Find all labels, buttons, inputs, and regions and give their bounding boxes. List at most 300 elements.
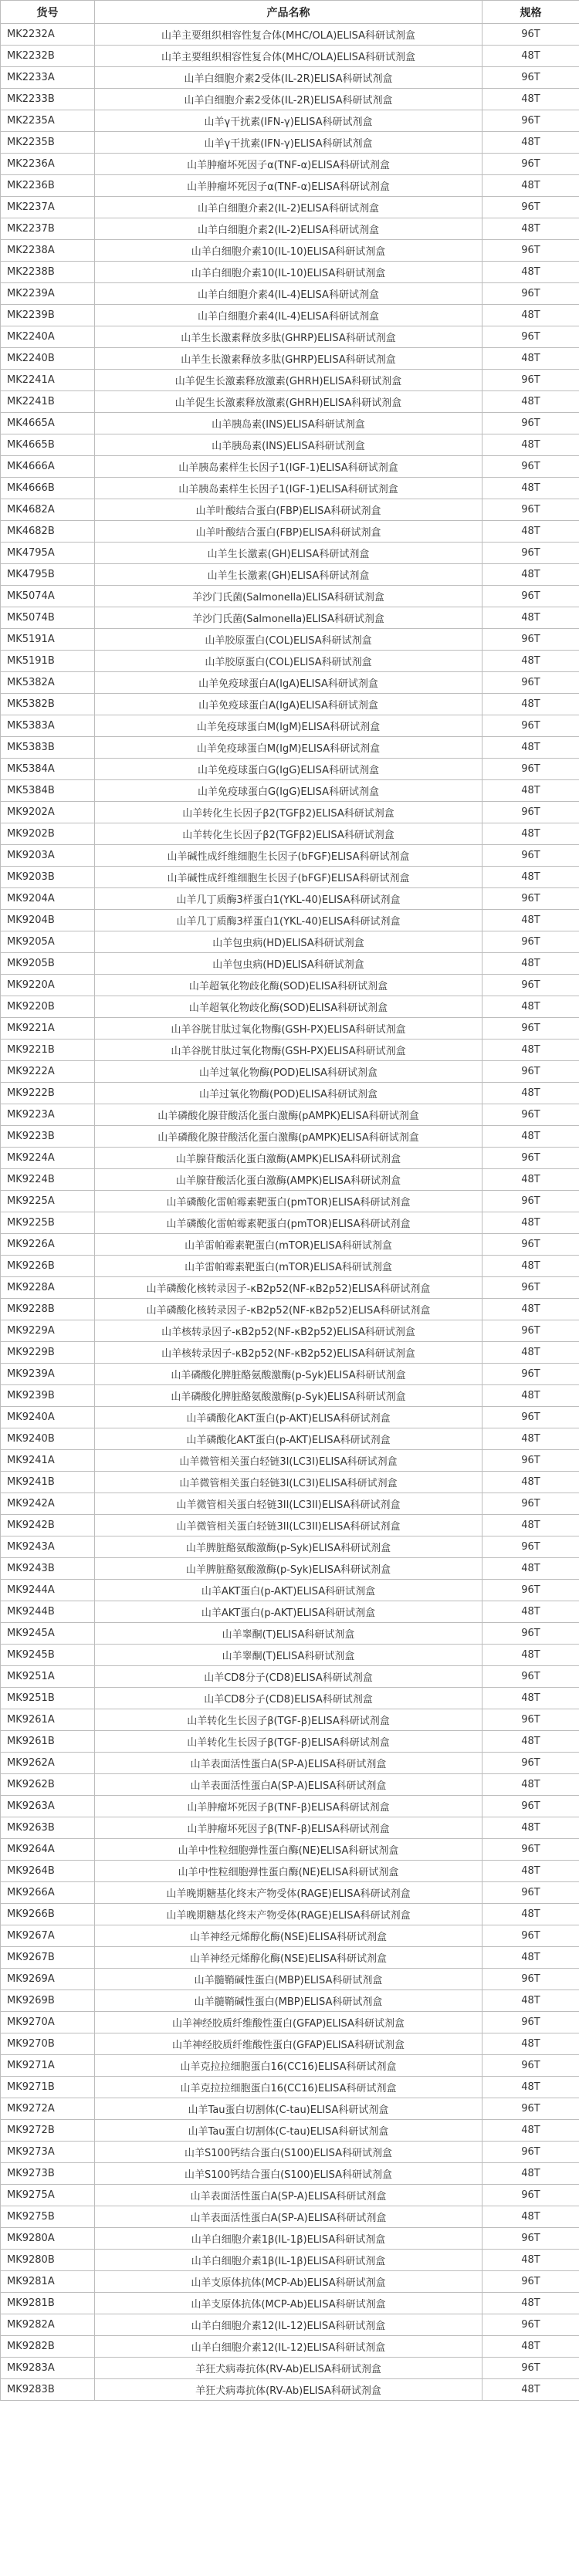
table-row: [1, 46, 579, 67]
product-name-cell: 山羊支原体抗体(MCP-Ab)ELISA科研试剂盒: [95, 2293, 482, 2314]
product-name-cell: 山羊包虫病(HD)ELISA科研试剂盒: [95, 953, 482, 975]
spec-cell: 96T: [482, 1018, 579, 1040]
sku-cell: MK9221B: [1, 1040, 95, 1061]
table-row: [1, 1990, 579, 2012]
table-row: [1, 1731, 579, 1753]
table-row: [1, 348, 579, 370]
table-row: [1, 2206, 579, 2228]
product-name-cell: 山羊脾脏酪氨酸激酶(p-Syk)ELISA科研试剂盒: [95, 1536, 482, 1558]
product-name-cell: 山羊白细胞介素12(IL-12)ELISA科研试剂盒: [95, 2336, 482, 2358]
table-row: [1, 823, 579, 845]
spec-cell: 96T: [482, 1104, 579, 1126]
spec-cell: 48T: [482, 651, 579, 672]
table-row: [1, 67, 579, 89]
product-name-cell: 山羊雷帕霉素靶蛋白(mTOR)ELISA科研试剂盒: [95, 1234, 482, 1256]
spec-cell: 96T: [482, 1925, 579, 1947]
table-row: [1, 607, 579, 629]
product-name-cell: 山羊中性粒细胞弹性蛋白酶(NE)ELISA科研试剂盒: [95, 1839, 482, 1861]
sku-cell: MK9241A: [1, 1450, 95, 1472]
sku-cell: MK9269B: [1, 1990, 95, 2012]
sku-cell: MK9282B: [1, 2336, 95, 2358]
product-name-cell: 山羊核转录因子-κB2p52(NF-κB2p52)ELISA科研试剂盒: [95, 1320, 482, 1342]
spec-cell: 96T: [482, 499, 579, 521]
table-row: [1, 521, 579, 543]
sku-cell: MK9267A: [1, 1925, 95, 1947]
sku-cell: MK2238A: [1, 240, 95, 262]
sku-cell: MK2235A: [1, 110, 95, 132]
spec-cell: 96T: [482, 1234, 579, 1256]
table-row: [1, 737, 579, 759]
spec-cell: 48T: [482, 1472, 579, 1493]
product-name-cell: 羊沙门氏菌(Salmonella)ELISA科研试剂盒: [95, 607, 482, 629]
table-row: [1, 2098, 579, 2120]
table-row: [1, 651, 579, 672]
table-row: [1, 975, 579, 996]
table-row: [1, 2379, 579, 2401]
table-row: [1, 2142, 579, 2163]
sku-cell: MK9280B: [1, 2250, 95, 2271]
sku-cell: MK9228B: [1, 1299, 95, 1320]
sku-cell: MK9270B: [1, 2033, 95, 2055]
table-row: [1, 694, 579, 715]
product-name-cell: 山羊超氧化物歧化酶(SOD)ELISA科研试剂盒: [95, 996, 482, 1018]
product-name-cell: 山羊白细胞介素2受体(IL-2R)ELISA科研试剂盒: [95, 67, 482, 89]
sku-cell: MK5384A: [1, 759, 95, 780]
table-row: [1, 564, 579, 586]
spec-cell: 96T: [482, 1580, 579, 1601]
spec-cell: 48T: [482, 1861, 579, 1882]
spec-cell: 96T: [482, 931, 579, 953]
sku-cell: MK9226A: [1, 1234, 95, 1256]
product-name-cell: 羊狂犬病毒抗体(RV-Ab)ELISA科研试剂盒: [95, 2358, 482, 2379]
spec-cell: 96T: [482, 283, 579, 305]
sku-cell: MK9202A: [1, 802, 95, 823]
sku-cell: MK9283A: [1, 2358, 95, 2379]
sku-cell: MK9271B: [1, 2077, 95, 2098]
spec-cell: 96T: [482, 2185, 579, 2206]
table-row: [1, 1753, 579, 1774]
table-row: [1, 197, 579, 218]
product-name-cell: 山羊S100钙结合蛋白(S100)ELISA科研试剂盒: [95, 2142, 482, 2163]
table-row: [1, 456, 579, 478]
sku-cell: MK9239B: [1, 1385, 95, 1407]
sku-cell: MK9225A: [1, 1191, 95, 1212]
sku-cell: MK2241A: [1, 370, 95, 391]
table-row: [1, 1148, 579, 1169]
spec-cell: 96T: [482, 1796, 579, 1817]
table-row: [1, 672, 579, 694]
product-name-cell: 山羊S100钙结合蛋白(S100)ELISA科研试剂盒: [95, 2163, 482, 2185]
product-name-cell: 山羊白细胞介素2(IL-2)ELISA科研试剂盒: [95, 197, 482, 218]
sku-cell: MK5384B: [1, 780, 95, 802]
product-name-cell: 山羊睾酮(T)ELISA科研试剂盒: [95, 1645, 482, 1666]
table-row: [1, 370, 579, 391]
table-row: [1, 1061, 579, 1083]
spec-cell: 96T: [482, 1493, 579, 1515]
spec-cell: 48T: [482, 867, 579, 888]
sku-cell: MK9243A: [1, 1536, 95, 1558]
product-name-cell: 山羊磷酸化核转录因子-κB2p52(NF-κB2p52)ELISA科研试剂盒: [95, 1277, 482, 1299]
sku-cell: MK9262A: [1, 1753, 95, 1774]
spec-cell: 48T: [482, 1558, 579, 1580]
table-row: [1, 996, 579, 1018]
sku-cell: MK5382A: [1, 672, 95, 694]
table-row: [1, 413, 579, 434]
table-row: [1, 1277, 579, 1299]
product-name-cell: 山羊肿瘤坏死因子α(TNF-α)ELISA科研试剂盒: [95, 154, 482, 175]
spec-cell: 48T: [482, 694, 579, 715]
spec-cell: 48T: [482, 218, 579, 240]
table-row: [1, 2055, 579, 2077]
sku-cell: MK9222B: [1, 1083, 95, 1104]
sku-cell: MK5191B: [1, 651, 95, 672]
product-name-cell: 山羊生长激素释放多肽(GHRP)ELISA科研试剂盒: [95, 348, 482, 370]
spec-cell: 48T: [482, 175, 579, 197]
table-row: [1, 240, 579, 262]
spec-cell: 96T: [482, 2012, 579, 2033]
spec-cell: 48T: [482, 1040, 579, 1061]
product-name-cell: 山羊免疫球蛋白M(IgM)ELISA科研试剂盒: [95, 715, 482, 737]
table-row: [1, 1947, 579, 1969]
sku-cell: MK4682A: [1, 499, 95, 521]
spec-cell: 48T: [482, 996, 579, 1018]
product-name-cell: 山羊胰岛素(INS)ELISA科研试剂盒: [95, 434, 482, 456]
table-row: [1, 2336, 579, 2358]
sku-cell: MK9261A: [1, 1709, 95, 1731]
sku-cell: MK9272B: [1, 2120, 95, 2142]
spec-cell: 96T: [482, 1450, 579, 1472]
sku-cell: MK9221A: [1, 1018, 95, 1040]
spec-cell: 48T: [482, 1731, 579, 1753]
product-name-cell: 山羊γ干扰素(IFN-γ)ELISA科研试剂盒: [95, 110, 482, 132]
sku-cell: MK5383A: [1, 715, 95, 737]
product-name-cell: 山羊白细胞介素10(IL-10)ELISA科研试剂盒: [95, 262, 482, 283]
sku-cell: MK9251B: [1, 1688, 95, 1709]
product-name-cell: 山羊中性粒细胞弹性蛋白酶(NE)ELISA科研试剂盒: [95, 1861, 482, 1882]
spec-cell: 96T: [482, 1277, 579, 1299]
table-row: [1, 1925, 579, 1947]
sku-cell: MK9228A: [1, 1277, 95, 1299]
table-row: [1, 175, 579, 197]
product-name-cell: 山羊磷酸化脾脏酪氨酸激酶(p-Syk)ELISA科研试剂盒: [95, 1364, 482, 1385]
spec-cell: 48T: [482, 2293, 579, 2314]
table-row: [1, 2228, 579, 2250]
sku-cell: MK2236A: [1, 154, 95, 175]
sku-cell: MK4665B: [1, 434, 95, 456]
product-name-cell: 山羊磷酸化雷帕霉素靶蛋白(pmTOR)ELISA科研试剂盒: [95, 1212, 482, 1234]
table-row: [1, 1817, 579, 1839]
spec-cell: 96T: [482, 586, 579, 607]
product-name-cell: 山羊免疫球蛋白G(IgG)ELISA科研试剂盒: [95, 780, 482, 802]
table-row: [1, 2185, 579, 2206]
spec-cell: 48T: [482, 89, 579, 110]
table-row: [1, 2250, 579, 2271]
product-name-cell: 山羊转化生长因子β(TGF-β)ELISA科研试剂盒: [95, 1731, 482, 1753]
sku-cell: MK9242A: [1, 1493, 95, 1515]
table-row: [1, 1040, 579, 1061]
spec-cell: 48T: [482, 953, 579, 975]
spec-cell: 96T: [482, 2358, 579, 2379]
product-name-cell: 山羊神经元烯醇化酶(NSE)ELISA科研试剂盒: [95, 1947, 482, 1969]
spec-cell: 48T: [482, 1083, 579, 1104]
sku-cell: MK4682B: [1, 521, 95, 543]
sku-cell: MK9273B: [1, 2163, 95, 2185]
sku-cell: MK9282A: [1, 2314, 95, 2336]
sku-cell: MK2232A: [1, 24, 95, 46]
product-name-cell: 山羊髓鞘碱性蛋白(MBP)ELISA科研试剂盒: [95, 1990, 482, 2012]
sku-cell: MK5382B: [1, 694, 95, 715]
header-spec: 规格: [482, 1, 579, 24]
spec-cell: 96T: [482, 1753, 579, 1774]
product-name-cell: 山羊包虫病(HD)ELISA科研试剂盒: [95, 931, 482, 953]
table-row: [1, 1234, 579, 1256]
product-name-cell: 山羊促生长激素释放激素(GHRH)ELISA科研试剂盒: [95, 370, 482, 391]
spec-cell: 96T: [482, 1709, 579, 1731]
table-row: [1, 391, 579, 413]
sku-cell: MK9204B: [1, 910, 95, 931]
product-name-cell: 山羊磷酸化AKT蛋白(p-AKT)ELISA科研试剂盒: [95, 1428, 482, 1450]
spec-cell: 96T: [482, 2271, 579, 2293]
product-name-cell: 山羊胰岛素样生长因子1(IGF-1)ELISA科研试剂盒: [95, 456, 482, 478]
product-name-cell: 山羊微管相关蛋白轻链3II(LC3II)ELISA科研试剂盒: [95, 1515, 482, 1536]
table-row: [1, 2012, 579, 2033]
product-name-cell: 山羊神经胶质纤维酸性蛋白(GFAP)ELISA科研试剂盒: [95, 2033, 482, 2055]
product-name-cell: 山羊白细胞介素1β(IL-1β)ELISA科研试剂盒: [95, 2228, 482, 2250]
table-row: [1, 2120, 579, 2142]
table-row: [1, 1191, 579, 1212]
product-name-cell: 山羊免疫球蛋白A(IgA)ELISA科研试剂盒: [95, 672, 482, 694]
table-row: [1, 1623, 579, 1645]
spec-cell: 96T: [482, 1061, 579, 1083]
product-name-cell: 山羊碱性成纤维细胞生长因子(bFGF)ELISA科研试剂盒: [95, 845, 482, 867]
product-name-cell: 山羊白细胞介素10(IL-10)ELISA科研试剂盒: [95, 240, 482, 262]
table-row: [1, 1104, 579, 1126]
product-name-cell: 山羊磷酸化腺苷酸活化蛋白激酶(pAMPK)ELISA科研试剂盒: [95, 1126, 482, 1148]
product-name-cell: 山羊克拉拉细胞蛋白16(CC16)ELISA科研试剂盒: [95, 2055, 482, 2077]
sku-cell: MK2240B: [1, 348, 95, 370]
table-row: [1, 1018, 579, 1040]
product-name-cell: 山羊CD8分子(CD8)ELISA科研试剂盒: [95, 1688, 482, 1709]
sku-cell: MK9220B: [1, 996, 95, 1018]
product-name-cell: 山羊表面活性蛋白A(SP-A)ELISA科研试剂盒: [95, 2185, 482, 2206]
table-row: [1, 1515, 579, 1536]
product-name-cell: 山羊生长激素(GH)ELISA科研试剂盒: [95, 543, 482, 564]
product-name-cell: 山羊转化生长因子β2(TGFβ2)ELISA科研试剂盒: [95, 823, 482, 845]
product-name-cell: 山羊腺苷酸活化蛋白激酶(AMPK)ELISA科研试剂盒: [95, 1148, 482, 1169]
table-row: [1, 154, 579, 175]
table-row: [1, 110, 579, 132]
sku-cell: MK9245B: [1, 1645, 95, 1666]
spec-cell: 96T: [482, 2098, 579, 2120]
product-name-cell: 山羊免疫球蛋白A(IgA)ELISA科研试剂盒: [95, 694, 482, 715]
table-row: [1, 867, 579, 888]
spec-cell: 48T: [482, 2033, 579, 2055]
product-name-cell: 山羊胰岛素样生长因子1(IGF-1)ELISA科研试剂盒: [95, 478, 482, 499]
spec-cell: 96T: [482, 543, 579, 564]
sku-cell: MK5074A: [1, 586, 95, 607]
table-row: [1, 1083, 579, 1104]
spec-cell: 96T: [482, 1148, 579, 1169]
table-row: [1, 89, 579, 110]
spec-cell: 48T: [482, 434, 579, 456]
spec-cell: 48T: [482, 2379, 579, 2401]
product-name-cell: 山羊免疫球蛋白G(IgG)ELISA科研试剂盒: [95, 759, 482, 780]
product-name-cell: 山羊磷酸化雷帕霉素靶蛋白(pmTOR)ELISA科研试剂盒: [95, 1191, 482, 1212]
table-row: [1, 1450, 579, 1472]
product-name-cell: 山羊AKT蛋白(p-AKT)ELISA科研试剂盒: [95, 1580, 482, 1601]
table-row: [1, 2163, 579, 2185]
sku-cell: MK9223A: [1, 1104, 95, 1126]
spec-cell: 48T: [482, 1385, 579, 1407]
sku-cell: MK4666A: [1, 456, 95, 478]
table-row: [1, 1472, 579, 1493]
sku-cell: MK9280A: [1, 2228, 95, 2250]
sku-cell: MK9203B: [1, 867, 95, 888]
spec-cell: 48T: [482, 1947, 579, 1969]
spec-cell: 48T: [482, 910, 579, 931]
table-row: [1, 715, 579, 737]
spec-cell: 48T: [482, 2250, 579, 2271]
spec-cell: 48T: [482, 1169, 579, 1191]
table-row: [1, 1666, 579, 1688]
table-row: [1, 1212, 579, 1234]
product-name-cell: 山羊促生长激素释放激素(GHRH)ELISA科研试剂盒: [95, 391, 482, 413]
product-name-cell: 山羊磷酸化脾脏酪氨酸激酶(p-Syk)ELISA科研试剂盒: [95, 1385, 482, 1407]
table-row: [1, 1536, 579, 1558]
sku-cell: MK9264B: [1, 1861, 95, 1882]
spec-cell: 96T: [482, 629, 579, 651]
product-name-cell: 山羊胰岛素(INS)ELISA科研试剂盒: [95, 413, 482, 434]
product-name-cell: 山羊白细胞介素12(IL-12)ELISA科研试剂盒: [95, 2314, 482, 2336]
product-name-cell: 山羊过氧化物酶(POD)ELISA科研试剂盒: [95, 1083, 482, 1104]
spec-cell: 96T: [482, 2314, 579, 2336]
spec-cell: 96T: [482, 1407, 579, 1428]
sku-cell: MK2239B: [1, 305, 95, 326]
table-row: [1, 1601, 579, 1623]
sku-cell: MK5191A: [1, 629, 95, 651]
spec-cell: 48T: [482, 2336, 579, 2358]
spec-cell: 96T: [482, 197, 579, 218]
product-name-cell: 山羊神经胶质纤维酸性蛋白(GFAP)ELISA科研试剂盒: [95, 2012, 482, 2033]
spec-cell: 48T: [482, 1342, 579, 1364]
spec-cell: 48T: [482, 521, 579, 543]
table-row: [1, 1342, 579, 1364]
spec-cell: 48T: [482, 262, 579, 283]
spec-cell: 48T: [482, 1817, 579, 1839]
table-row: [1, 931, 579, 953]
product-name-cell: 山羊表面活性蛋白A(SP-A)ELISA科研试剂盒: [95, 1774, 482, 1796]
table-row: [1, 1299, 579, 1320]
table-row: [1, 1796, 579, 1817]
spec-cell: 96T: [482, 2142, 579, 2163]
spec-cell: 96T: [482, 759, 579, 780]
table-row: [1, 759, 579, 780]
spec-cell: 96T: [482, 2055, 579, 2077]
spec-cell: 96T: [482, 2228, 579, 2250]
sku-cell: MK9273A: [1, 2142, 95, 2163]
sku-cell: MK9263A: [1, 1796, 95, 1817]
product-name-cell: 山羊白细胞介素4(IL-4)ELISA科研试剂盒: [95, 283, 482, 305]
spec-cell: 96T: [482, 1320, 579, 1342]
sku-cell: MK9240A: [1, 1407, 95, 1428]
table-row: [1, 283, 579, 305]
sku-cell: MK9222A: [1, 1061, 95, 1083]
sku-cell: MK2239A: [1, 283, 95, 305]
sku-cell: MK9224B: [1, 1169, 95, 1191]
table-row: [1, 1904, 579, 1925]
product-name-cell: 山羊表面活性蛋白A(SP-A)ELISA科研试剂盒: [95, 2206, 482, 2228]
table-row: [1, 2314, 579, 2336]
spec-cell: 96T: [482, 1536, 579, 1558]
sku-cell: MK9229A: [1, 1320, 95, 1342]
sku-cell: MK2241B: [1, 391, 95, 413]
product-name-cell: 山羊微管相关蛋白轻链3I(LC3I)ELISA科研试剂盒: [95, 1450, 482, 1472]
product-name-cell: 山羊核转录因子-κB2p52(NF-κB2p52)ELISA科研试剂盒: [95, 1342, 482, 1364]
spec-cell: 48T: [482, 1428, 579, 1450]
table-row: [1, 24, 579, 46]
sku-cell: MK9275B: [1, 2206, 95, 2228]
table-row: [1, 1385, 579, 1407]
spec-cell: 48T: [482, 1990, 579, 2012]
product-name-cell: 山羊超氧化物歧化酶(SOD)ELISA科研试剂盒: [95, 975, 482, 996]
product-name-cell: 山羊几丁质酶3样蛋白1(YKL-40)ELISA科研试剂盒: [95, 910, 482, 931]
product-name-cell: 山羊转化生长因子β2(TGFβ2)ELISA科研试剂盒: [95, 802, 482, 823]
sku-cell: MK9242B: [1, 1515, 95, 1536]
table-row: [1, 910, 579, 931]
sku-cell: MK9267B: [1, 1947, 95, 1969]
product-name-cell: 羊狂犬病毒抗体(RV-Ab)ELISA科研试剂盒: [95, 2379, 482, 2401]
table-row: [1, 1580, 579, 1601]
sku-cell: MK9205A: [1, 931, 95, 953]
spec-cell: 96T: [482, 1364, 579, 1385]
table-row: [1, 802, 579, 823]
spec-cell: 96T: [482, 1882, 579, 1904]
sku-cell: MK9262B: [1, 1774, 95, 1796]
sku-cell: MK9204A: [1, 888, 95, 910]
product-name-cell: 山羊几丁质酶3样蛋白1(YKL-40)ELISA科研试剂盒: [95, 888, 482, 910]
spec-cell: 96T: [482, 370, 579, 391]
spec-cell: 48T: [482, 132, 579, 154]
sku-cell: MK2240A: [1, 326, 95, 348]
spec-cell: 48T: [482, 478, 579, 499]
spec-cell: 48T: [482, 1774, 579, 1796]
spec-cell: 96T: [482, 240, 579, 262]
product-name-cell: 山羊谷胱甘肽过氧化物酶(GSH-PX)ELISA科研试剂盒: [95, 1018, 482, 1040]
table-row: [1, 845, 579, 867]
product-name-cell: 山羊磷酸化AKT蛋白(p-AKT)ELISA科研试剂盒: [95, 1407, 482, 1428]
spec-cell: 48T: [482, 305, 579, 326]
table-row: [1, 1126, 579, 1148]
spec-cell: 96T: [482, 154, 579, 175]
spec-cell: 96T: [482, 888, 579, 910]
table-row: [1, 953, 579, 975]
product-name-cell: 山羊叶酸结合蛋白(FBP)ELISA科研试剂盒: [95, 521, 482, 543]
sku-cell: MK9245A: [1, 1623, 95, 1645]
table-row: [1, 888, 579, 910]
spec-cell: 48T: [482, 2120, 579, 2142]
table-row: [1, 586, 579, 607]
product-name-cell: 山羊表面活性蛋白A(SP-A)ELISA科研试剂盒: [95, 1753, 482, 1774]
sku-cell: MK5383B: [1, 737, 95, 759]
sku-cell: MK9225B: [1, 1212, 95, 1234]
sku-cell: MK2235B: [1, 132, 95, 154]
product-name-cell: 山羊肿瘤坏死因子β(TNF-β)ELISA科研试剂盒: [95, 1817, 482, 1839]
sku-cell: MK9281B: [1, 2293, 95, 2314]
spec-cell: 96T: [482, 110, 579, 132]
table-row: [1, 305, 579, 326]
spec-cell: 96T: [482, 1666, 579, 1688]
spec-cell: 96T: [482, 672, 579, 694]
